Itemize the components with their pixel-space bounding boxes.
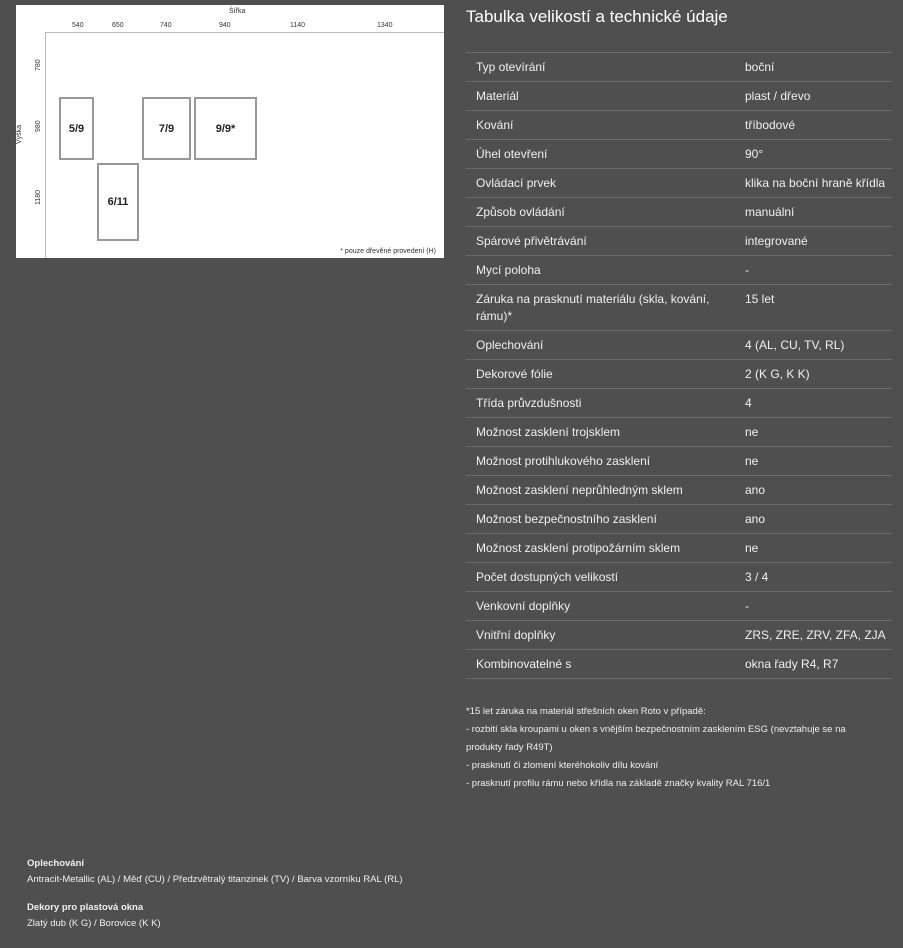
spec-row bbox=[466, 226, 892, 255]
decor-text: Zlatý dub (K G) / Borovice (K K) bbox=[27, 918, 161, 929]
flashing-text: Antracit-Metallic (AL) / Měď (CU) / Předzvětralý titanzinek (TV) / Barva vzorníku RAL (RL) bbox=[27, 874, 403, 885]
spec-row bbox=[466, 197, 892, 226]
spec-label: Způsob ovládání bbox=[476, 205, 565, 219]
y-tick: 980 bbox=[35, 120, 42, 132]
x-axis-line bbox=[45, 32, 444, 33]
y-axis-line bbox=[45, 32, 46, 258]
spec-row bbox=[466, 110, 892, 139]
footnote-line: - prasknutí či zlomení kteréhokoliv dílu kování bbox=[466, 760, 659, 771]
spec-value: 3 / 4 bbox=[745, 570, 769, 584]
spec-label: Kombinovatelné s bbox=[476, 657, 572, 671]
spec-row bbox=[466, 284, 892, 330]
spec-value: ano bbox=[745, 512, 766, 526]
decor-title: Dekory pro plastová okna bbox=[27, 902, 144, 913]
footnote-line: - rozbití skla kroupami u oken s vnějším bezpečnostním zasklením ESG (nevztahuje se na bbox=[466, 724, 846, 735]
spec-row bbox=[466, 446, 892, 475]
spec-label: Ovládací prvek bbox=[476, 176, 557, 190]
page-title: Tabulka velikostí a technické údaje bbox=[466, 7, 728, 26]
spec-value: klika na boční hraně křídla bbox=[745, 176, 886, 190]
window-size-6-11: 6/11 bbox=[97, 163, 139, 241]
spec-label: Třída průvzdušnosti bbox=[476, 396, 582, 410]
spec-label: Materiál bbox=[476, 89, 519, 103]
spec-value: 4 (AL, CU, TV, RL) bbox=[745, 338, 845, 352]
spec-row bbox=[466, 359, 892, 388]
spec-row bbox=[466, 139, 892, 168]
spec-label: Možnost protihlukového zasklení bbox=[476, 454, 651, 468]
spec-value: ne bbox=[745, 541, 759, 555]
window-size-7-9: 7/9 bbox=[142, 97, 191, 160]
window-size-9-9: 9/9* bbox=[194, 97, 257, 160]
footnote-line: produkty řady R49T) bbox=[466, 742, 553, 753]
spec-value: 90° bbox=[745, 147, 764, 161]
spec-value: ZRS, ZRE, ZRV, ZFA, ZJA bbox=[745, 628, 886, 642]
size-chart bbox=[16, 5, 444, 258]
spec-label: Typ otevírání bbox=[476, 60, 546, 74]
spec-label: Úhel otevření bbox=[476, 147, 548, 161]
spec-value: - bbox=[745, 263, 749, 277]
x-tick: 540 bbox=[72, 22, 84, 29]
window-size-5-9: 5/9 bbox=[59, 97, 94, 160]
x-tick: 740 bbox=[160, 22, 172, 29]
spec-row bbox=[466, 52, 892, 81]
spec-value: 2 (K G, K K) bbox=[745, 367, 810, 381]
spec-label: Dekorové fólie bbox=[476, 367, 553, 381]
spec-value: boční bbox=[745, 60, 775, 74]
y-tick: 780 bbox=[35, 59, 42, 71]
x-tick: 650 bbox=[112, 22, 124, 29]
warranty-footnote bbox=[466, 703, 892, 793]
spec-row bbox=[466, 504, 892, 533]
spec-label: Kování bbox=[476, 118, 514, 132]
spec-row bbox=[466, 417, 892, 446]
y-axis-title: Výška bbox=[16, 124, 23, 144]
spec-row bbox=[466, 533, 892, 562]
x-tick: 1340 bbox=[377, 22, 393, 29]
y-tick: 1180 bbox=[35, 189, 42, 205]
legend bbox=[27, 858, 403, 946]
spec-value: ano bbox=[745, 483, 766, 497]
spec-label: Mycí poloha bbox=[476, 263, 541, 277]
spec-value: plast / dřevo bbox=[745, 89, 811, 103]
spec-row bbox=[466, 620, 892, 649]
footnote-line: - prasknutí profilu rámu nebo křídla na základě značky kvality RAL 716/1 bbox=[466, 778, 771, 789]
spec-label: Venkovní doplňky bbox=[476, 599, 571, 613]
spec-label: Možnost bezpečnostního zasklení bbox=[476, 512, 657, 526]
spec-row bbox=[466, 168, 892, 197]
spec-row bbox=[466, 255, 892, 284]
spec-table bbox=[466, 52, 892, 679]
spec-row bbox=[466, 330, 892, 359]
spec-row bbox=[466, 475, 892, 504]
spec-label: Počet dostupných velikostí bbox=[476, 570, 619, 584]
x-tick: 1140 bbox=[290, 22, 306, 29]
spec-row bbox=[466, 81, 892, 110]
spec-label: Možnost zasklení neprůhledným sklem bbox=[476, 483, 683, 497]
spec-row bbox=[466, 562, 892, 591]
x-axis-title: Šířka bbox=[229, 8, 246, 15]
spec-value: 4 bbox=[745, 396, 752, 410]
spec-label: Vnitřní doplňky bbox=[476, 628, 556, 642]
x-tick: 940 bbox=[219, 22, 231, 29]
spec-row bbox=[466, 649, 892, 679]
footnote-line: *15 let záruka na materiál střešních oken Roto v případě: bbox=[466, 706, 706, 717]
spec-value: ne bbox=[745, 425, 759, 439]
spec-label: Spárové přivětrávání bbox=[476, 234, 587, 248]
spec-value: ne bbox=[745, 454, 759, 468]
flashing-title: Oplechování bbox=[27, 858, 85, 869]
spec-label: Oplechování bbox=[476, 338, 544, 352]
spec-label: Možnost zasklení trojsklem bbox=[476, 425, 621, 439]
spec-label: Možnost zasklení protipožárním sklem bbox=[476, 541, 681, 555]
spec-value: integrované bbox=[745, 234, 808, 248]
spec-value: manuální bbox=[745, 205, 795, 219]
spec-value: tříbodové bbox=[745, 118, 796, 132]
spec-value: - bbox=[745, 599, 749, 613]
spec-value: 15 let bbox=[745, 292, 775, 306]
spec-value: okna řady R4, R7 bbox=[745, 657, 839, 671]
spec-label: Záruka na prasknutí materiálu (skla, kování, rámu)* bbox=[476, 292, 710, 323]
spec-row bbox=[466, 591, 892, 620]
chart-footnote: * pouze dřevěné provedení (H) bbox=[340, 248, 436, 255]
spec-row bbox=[466, 388, 892, 417]
